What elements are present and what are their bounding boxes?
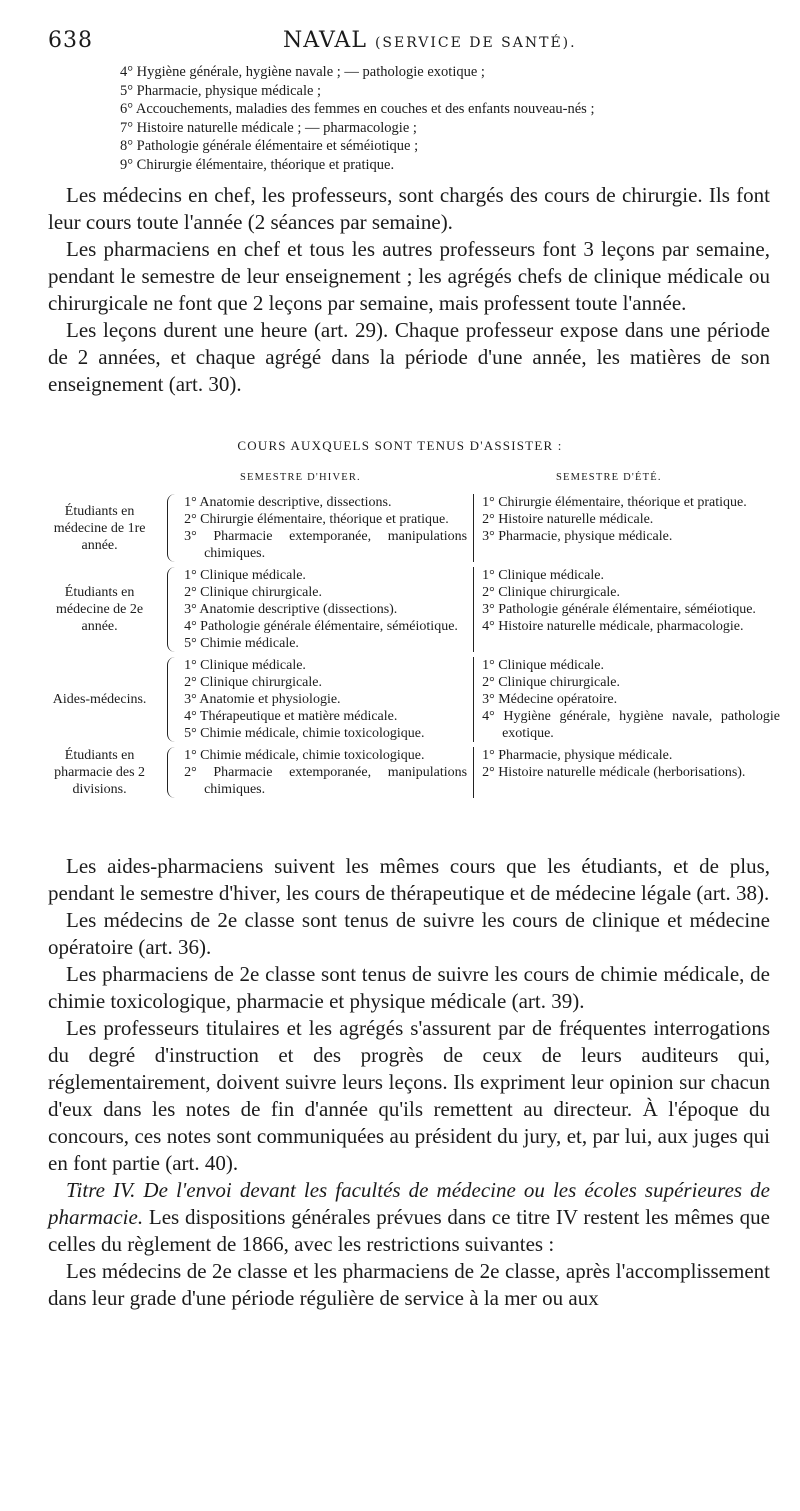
enum-item: 7° Histoire naturelle médicale ; — pharmacologie ; — [120, 119, 417, 136]
titre-paragraph — [48, 1177, 770, 1258]
enum-item: 4° Hygiène générale, hygiène navale ; — pathologie exotique ; — [120, 64, 485, 80]
brace — [167, 494, 182, 562]
course-item: 1° Clinique médicale. — [482, 658, 604, 673]
course-item: 1° Anatomie descriptive, dissections. — [184, 495, 392, 510]
paragraph: Les médecins de 2e classe sont tenus de suivre les cours de clinique et médecine opératoire (art. 36). — [48, 908, 770, 959]
course-item: 3° Anatomie descriptive (dissections). — [184, 602, 398, 617]
course-item: 4° Hygiène générale, hygiène navale, pathologie exotique. — [482, 709, 780, 741]
paragraph: Les aides-pharmaciens suivent les mêmes cours que les étudiants, et de plus, pendant le semestre d'hiver, les cours de thérapeutique et de médecine légale (art. 38). — [48, 854, 770, 905]
running-head-main: NAVAL — [283, 28, 367, 53]
paragraph: Les pharmaciens en chef et tous les autres professeurs font 3 leçons par semaine, pendant le semestre de leur enseignement ; les agrégés chefs de clinique médicale ou chirurgicale ne font que 2 leçons par semaine, mais professent toute l'année. — [48, 237, 770, 315]
course-enumeration — [120, 63, 760, 174]
course-item: 4° Histoire naturelle médicale, pharmacologie. — [482, 619, 744, 634]
course-item: 2° Clinique chirurgicale. — [482, 585, 621, 600]
paragraph: Les professeurs titulaires et les agrégés s'assurent par de fréquentes interrogations du degré d'instruction et des progrès de ceux de leurs auditeurs qui, réglementairement, doivent suivre leurs leçons. Ils expriment leur opinion sur chacun d'eux dans les notes de fin d'année qu'ils remettent au directeur. À l'époque du concours, ces notes sont communiquées au président du jury, et, par lui, aux juges qui en font partie (art. 40). — [48, 1016, 770, 1175]
course-item: 1° Pharmacie, physique médicale. — [482, 748, 673, 763]
course-item: 3° Pathologie générale élémentaire, séméiotique. — [482, 602, 756, 617]
course-item: 4° Thérapeutique et matière médicale. — [184, 709, 398, 724]
row-label: Étudiants en pharmacie des 2 divisions. — [54, 748, 146, 797]
course-item: 1° Chimie médicale, chimie toxicologique. — [184, 748, 425, 763]
table-row — [40, 747, 780, 798]
titre-heading: Titre IV. De l'envoi devant les facultés de médecine ou les écoles supérieures de pharmacie. — [48, 1178, 770, 1229]
course-item: 2° Chirurgie élémentaire, théorique et pratique. — [184, 512, 449, 527]
enum-item: 5° Pharmacie, physique médicale ; — [120, 82, 322, 99]
course-item: 3° Pharmacie, physique médicale. — [482, 529, 673, 544]
page-header — [48, 28, 760, 56]
courses-table — [40, 472, 780, 803]
paragraph: Les médecins de 2e classe et les pharmaciens de 2e classe, après l'accomplissement dans leur grade d'une période régulière de service à la mer ou aux — [48, 1259, 770, 1310]
summer-cell — [482, 747, 780, 798]
table-column-headers — [40, 472, 780, 494]
enum-item: 8° Pathologie générale élémentaire et séméiotique ; — [120, 138, 419, 154]
table-row — [40, 657, 780, 742]
brace — [167, 747, 182, 798]
course-item: 3° Pharmacie extemporanée, manipulations chimiques. — [184, 529, 468, 561]
page-number: 638 — [48, 28, 93, 53]
enum-item: 6° Accouchements, maladies des femmes en couches et des enfants nouveau-nés ; — [120, 101, 595, 117]
table-row — [40, 567, 780, 652]
winter-cell — [184, 567, 473, 652]
course-item: 1° Clinique médicale. — [184, 658, 306, 673]
column-header-winter: SEMESTRE D'HIVER. — [240, 472, 361, 483]
brace — [167, 657, 182, 742]
summer-cell — [482, 567, 780, 652]
course-item: 1° Chirurgie élémentaire, théorique et pratique. — [482, 495, 747, 510]
running-head — [283, 28, 577, 53]
table-row — [40, 494, 780, 562]
course-item: 3° Médecine opératoire. — [482, 692, 618, 707]
column-header-summer: SEMESTRE D'ÉTÉ. — [556, 472, 662, 483]
titre-text: Les dispositions générales prévues dans ce titre IV restent les mêmes que celles du règlement de 1866, avec les restrictions suivantes : — [48, 1205, 770, 1256]
row-label: Aides-médecins. — [52, 692, 147, 707]
column-rule — [473, 747, 474, 798]
course-item: 1° Clinique médicale. — [184, 568, 306, 583]
enum-item: 9° Chirurgie élémentaire, théorique et pratique. — [120, 156, 395, 173]
paragraph: Les médecins en chef, les professeurs, sont chargés des cours de chirurgie. Ils font leur cours toute l'année (2 séances par semaine). — [48, 183, 770, 234]
course-item: 5° Chimie médicale. — [184, 636, 299, 651]
winter-cell — [184, 494, 473, 562]
course-item: 2° Clinique chirurgicale. — [482, 675, 621, 690]
body-text-bottom — [48, 853, 770, 1312]
course-item: 1° Clinique médicale. — [482, 568, 604, 583]
course-item: 2° Clinique chirurgicale. — [184, 585, 322, 600]
winter-cell — [184, 747, 473, 798]
course-item: 3° Anatomie et physiologie. — [184, 692, 341, 707]
column-rule — [473, 567, 474, 652]
paragraph: Les pharmaciens de 2e classe sont tenus de suivre les cours de chimie médicale, de chimie toxicologique, pharmacie et physique médicale (art. 39). — [48, 962, 770, 1013]
row-label: Étudiants en médecine de 2e année. — [56, 585, 144, 634]
column-rule — [473, 657, 474, 742]
body-text-top — [48, 182, 770, 398]
table-caption: COURS AUXQUELS SONT TENUS D'ASSISTER : — [237, 438, 563, 453]
summer-cell — [482, 494, 780, 562]
course-item: 2° Pharmacie extemporanée, manipulations chimiques. — [184, 765, 468, 797]
course-item: 2° Histoire naturelle médicale (herborisations). — [482, 765, 746, 780]
paragraph: Les leçons durent une heure (art. 29). Chaque professeur expose dans une période de 2 années, et chaque agrégé dans la période d'une année, les matières de son enseignement (art. 30). — [48, 318, 770, 396]
course-item: 2° Clinique chirurgicale. — [184, 675, 322, 690]
column-rule — [473, 494, 474, 562]
running-head-sub: (SERVICE DE SANTÉ). — [374, 35, 577, 51]
brace — [167, 567, 182, 652]
course-item: 4° Pathologie générale élémentaire, séméiotique. — [184, 619, 458, 634]
summer-cell — [482, 657, 780, 742]
row-label: Étudiants en médecine de 1re année. — [53, 503, 146, 553]
course-item: 2° Histoire naturelle médicale. — [482, 512, 654, 527]
course-item: 5° Chimie médicale, chimie toxicologique. — [184, 726, 425, 741]
winter-cell — [184, 657, 473, 742]
